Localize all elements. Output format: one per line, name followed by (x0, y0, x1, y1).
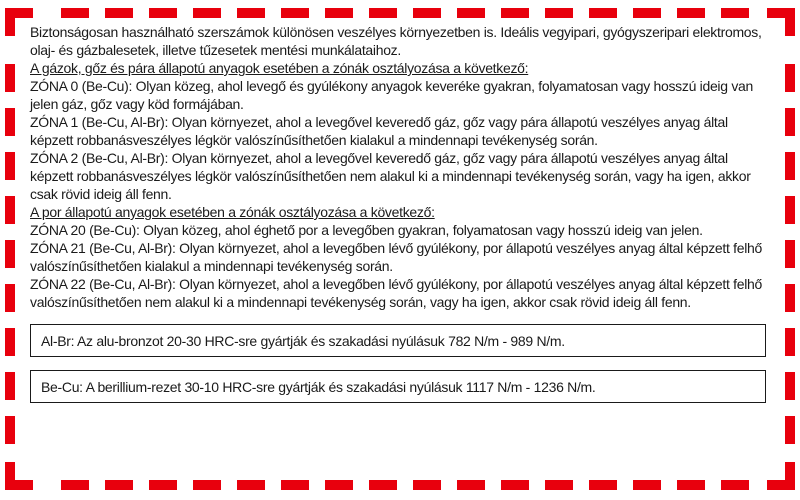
be-cu-note-box (30, 370, 766, 403)
border-corner-bottom-left (5, 462, 15, 490)
zona-21-paragraph: ZÓNA 21 (Be-Cu, Al-Br): Olyan környezet, ahol a levegőben lévő gyúlékony, por állapotú veszélyes anyag által képzett felhő valószínűsíthetően kialakul a mindennapi tevékenység során. (30, 240, 763, 274)
border-edge-top (45, 8, 755, 18)
dust-zones-section (30, 203, 772, 311)
document-content (30, 23, 772, 403)
zona-2-paragraph: ZÓNA 2 (Be-Cu, Al-Br): Olyan környezet, ahol a levegővel keveredő gáz, gőz vagy pára állapotú veszélyes anyag által képzett robbanásveszélyes légkör valószínűsíthetően nem alakul ki a mindennapi tevékenység során, vagy ha igen, akkor csak rövid ideig áll fenn. (30, 150, 751, 202)
border-corner-top-left (5, 8, 15, 36)
zona-22-paragraph: ZÓNA 22 (Be-Cu, Al-Br): Olyan környezet, ahol a levegőben lévő gyúlékony, por állapotú veszélyes anyag által képzett felhő valószínűsíthetően nem alakul ki a mindennapi tevékenység során, vagy ha igen, akkor csak rövid ideig áll fenn. (30, 276, 763, 310)
border-edge-left (5, 48, 15, 450)
al-br-note-text: Al-Br: Az alu-bronzot 20-30 HRC-sre gyártják és szakadási nyúlásuk 782 N/m - 989 N/m. (41, 333, 565, 349)
zona-0-paragraph: ZÓNA 0 (Be-Cu): Olyan közeg, ahol levegő és gyúlékony anyagok keveréke gyakran, folyamatosan vagy hosszú ideig van jelen gáz, gőz vagy köd formájában. (30, 78, 753, 112)
border-corner-bottom-right (785, 462, 795, 490)
zona-1-paragraph: ZÓNA 1 (Be-Cu, Al-Br): Olyan környezet, ahol a levegővel keveredő gáz, gőz vagy pára állapotú veszélyes anyag által képzett robbanásveszélyes légkör valószínűsíthetően kialakul a mindennapi tevékenység során. (30, 114, 728, 148)
dust-zones-heading: A por állapotú anyagok esetében a zónák osztályozása a következő: (30, 204, 435, 220)
border-corner-top-right (785, 8, 795, 36)
zona-20-paragraph: ZÓNA 20 (Be-Cu): Olyan közeg, ahol éghető por a levegőben gyakran, folyamatosan vagy hosszú ideig van jelen. (30, 222, 703, 238)
al-br-note-box (30, 324, 766, 357)
gas-zones-section (30, 59, 772, 203)
intro-paragraph: Biztonságosan használható szerszámok különösen veszélyes környezetben is. Ideális vegyipari, gyógyszeripari elektromos, olaj- és gázbalesetek, illetve tűzesetek mentési munkálataihoz. (30, 24, 762, 58)
gas-zones-heading: A gázok, gőz és pára állapotú anyagok esetében a zónák osztályozása a következő: (30, 60, 529, 76)
be-cu-note-text: Be-Cu: A berillium-rezet 30-10 HRC-sre gyártják és szakadási nyúlásuk 1117 N/m - 1236 N/m. (41, 379, 596, 395)
border-edge-bottom (45, 480, 755, 490)
border-edge-right (785, 48, 795, 450)
